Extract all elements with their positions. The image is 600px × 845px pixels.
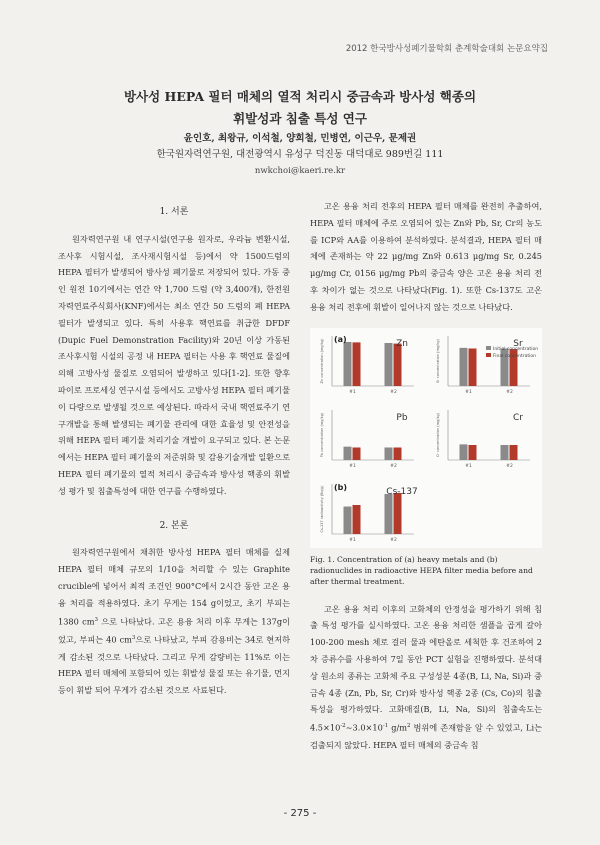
section-2-heading: 2. 본론 [159, 520, 189, 531]
tick-label-0-0: #1 [349, 389, 356, 395]
panel-tag-0: (a) [334, 334, 347, 344]
tick-label-4-1: #2 [390, 537, 397, 543]
superscript-3b: 3 [131, 635, 136, 642]
bar-cr-1-1 [510, 445, 518, 460]
bar-zn-0-1 [353, 342, 361, 386]
bar-pb-0-0 [344, 446, 352, 459]
title-line-1: 방사성 HEPA 필터 매체의 열적 처리시 중금속과 방사성 핵종의 [123, 89, 477, 104]
left-column [58, 198, 290, 699]
tick-label-2-1: #2 [390, 463, 397, 469]
panel-label-zn: Zn [396, 338, 408, 349]
right-paragraph-2 [310, 601, 542, 754]
bar-pb-1-1 [394, 447, 402, 460]
figure-1-caption: Fig. 1. Concentration of (a) heavy metals and (b) radionuclides in radioactive HEPA filter media before and after thermal treatment. [310, 554, 533, 586]
y-label-0: Zn concentration (mg/kg) [320, 338, 324, 384]
tick-label-1-0: #1 [465, 389, 472, 395]
author-block [0, 131, 600, 179]
author-list: 윤인호, 최왕규, 이석철, 양희철, 민병연, 이근우, 문제권 [183, 133, 417, 144]
right-paragraph-2-a: 고온 용융 처리 이후의 고화체의 안정성을 평가하기 위해 침출 특성 평가를 실시하였다. 고온 용융 처리한 샘플을 곱게 갈아 100-200 mesh 체로 걸러 물과 에탄올로 세척한 후 건조하여 2차 증류수를 사용하여 7일 동안 PCT 실험을 진행하였다. 분석대상 원소의 종류는 고화체 주요 구성성분 4종(B, Li, Na, Si)과 중금속 4종 (Zn, Pb, Sr, Cr)와 방사성 핵종 2종 (Cs, Co)의 침출특성을 평가하였다. 고화매질(B, Li, Na, Si)의 침출속도는 4.5×10 [310, 603, 542, 733]
panel-label-cr: Cr [513, 412, 523, 423]
bar-cr-0-0 [460, 444, 468, 460]
superscript-3: 3 [94, 616, 98, 623]
section-1-text: 원자력연구원 내 연구시설(연구용 원자로, 우라늄 변환시설, 조사후 시험시설, 조사재시험시설 등)에서 약 1500드럼의 HEPA 필터가 발생되어 방사성 폐기물로 저장되어 있다. 가동 중인 원전 10기에서는 연간 약 1,700 드럼 (약 3,400개), 한전원자력연료주식회사(KNF)에서는 최소 연간 50 드럼의 폐 HEPA 필터가 발생되고 있다. 특히 사용후 핵연료를 취급한 DFDF (Dupic Fuel Demonstration Facility)와 20년 이상 가동된 조사후시험 시설의 공정 내 HEPA 필터는 사용 후 핵연료 물질에 의해 고방사성 물질로 오염되어 발생하고 있다[1-2]. 또한 향후 파이로 프로세싱 연구시설 등에서도 고방사성 HEPA 필터 폐기물이 다량으로 발생될 것으로 예상된다. 따라서 국내 핵연료주기 연구개발을 통해 발생되는 폐기물 관리에 대한 효율성 및 안전성을 위해 HEPA 필터 폐기물 처리기술 개발이 요구되고 있다. 본 논문에서는 HEPA 필터 폐기물의 저준위화 및 감용기술개발 일환으로 HEPA 필터 폐기물의 열적 처리시 중금속과 방사성 핵종의 휘발성 평가 및 침출특성에 대한 연구를 수행하였다. [58, 233, 290, 496]
bar-cs-137-1-0 [385, 494, 393, 534]
tick-label-0-1: #2 [390, 389, 397, 395]
title-line-2: 휘발성과 침출 특성 연구 [233, 111, 367, 126]
bar-sr-0-1 [469, 348, 477, 386]
bar-pb-0-1 [353, 447, 361, 460]
journal-header: 2012 한국방사성폐기물학회 춘계학술대회 논문요약집 [345, 44, 548, 54]
legend-label-0: Initial concentration [493, 346, 539, 352]
panel-label-sr: Sr [513, 338, 523, 349]
panel-label-cs-137: Cs-137 [386, 486, 418, 497]
section-2-text-b: 으로 나타났다. 고온 용융 처리 이후 무게는 137g이었고, 부피는 40 cm [58, 616, 290, 645]
email-link[interactable]: nwkchoi@kaeri.re.kr [254, 166, 346, 176]
legend-swatch-0 [486, 346, 491, 350]
superscript-2: 2 [406, 723, 411, 730]
right-column [310, 198, 542, 753]
bar-pb-1-0 [385, 447, 393, 460]
bar-zn-1-1 [394, 343, 402, 385]
tick-label-1-1: #2 [506, 389, 513, 395]
section-2-text-c: 으로 나타났고, 부피 감용비는 34로 현저하게 감소된 것으로 나타났다. 그리고 무게 감량비는 11%로 이는 HEPA 필터 매체에 포함되어 있는 휘발성 물질 또는 유기물, 먼지 등이 휘발 되어 무게가 감소된 것으로 사료된다. [58, 634, 290, 696]
y-label-2: Pb concentration (mg/kg) [320, 412, 324, 457]
tick-label-3-0: #1 [465, 463, 472, 469]
figure-1 [310, 328, 542, 548]
bar-zn-0-0 [344, 342, 352, 386]
bar-cr-1-0 [501, 445, 509, 460]
bar-cs-137-0-0 [344, 506, 352, 534]
tick-label-3-1: #2 [506, 463, 513, 469]
bar-sr-0-0 [460, 347, 468, 385]
figure-1-chart [310, 328, 542, 548]
section-2-text-a: 원자력연구원에서 채취한 방사성 HEPA 필터 매체를 실제 HEPA 필터 매체 규모의 1/10을 처리할 수 있는 Graphite crucible에 넣어서 최적 조건인 900°C에서 2시간 동안 고온 용융 처리를 적용하였다. 초기 무게는 154 g이었고, 초기 부피는 1380 cm [58, 547, 290, 627]
section-2-text [58, 544, 290, 699]
y-label-3: Cr concentration (mg/kg) [436, 412, 440, 457]
y-label-1: Sr concentration (mg/kg) [436, 338, 440, 383]
section-1-heading: 1. 서론 [159, 207, 189, 217]
affiliation: 한국원자력연구원, 대전광역시 유성구 덕진동 대덕대로 989번길 111 [156, 149, 444, 160]
tick-label-2-0: #1 [349, 463, 356, 469]
paper-title [0, 86, 600, 130]
right-paragraph-2-b: ~3.0×10 [345, 722, 383, 733]
bar-cr-0-1 [469, 445, 477, 460]
page-number: - 275 - [283, 808, 317, 819]
legend-swatch-1 [486, 353, 491, 357]
right-paragraph-2-c: g/m [388, 722, 407, 733]
bar-cs-137-1-1 [394, 493, 402, 534]
superscript-neg1: -1 [382, 723, 389, 730]
bar-cs-137-0-1 [353, 505, 361, 534]
right-paragraph-1: 고온 용융 처리 전후의 HEPA 필터 매체를 완전히 추출하여, HEPA 필터 매체에 주로 오염되어 있는 Zn와 Pb, Sr, Cr의 농도를 ICP와 AA를 이용하여 분석하였다. 분석결과, HEPA 필터 매체에 존재하는 약 22 μg/mg Zn와 0.613 μg/mg Sr, 0.245 μg/mg Cr, 0156 μg/mg Pb의 중금속 양은 고온 용융 처리 전후 차이가 없는 것으로 나타났다(Fig. 1). 또한 Cs-137도 고온 용융 처리 전후에 휘발이 일어나지 않는 것으로 나타났다. [310, 201, 542, 312]
tick-label-4-0: #1 [349, 537, 356, 543]
superscript-neg2: -2 [340, 723, 346, 730]
legend-label-1: Final concentration [493, 353, 536, 359]
right-paragraph-2-d: 범위에 존재함을 알 수 있었고, Li는 검출되지 않았다. HEPA 필터 매체의 중금속 침 [310, 722, 543, 750]
bar-zn-1-0 [385, 343, 393, 386]
y-label-4: Cs-137 radioactivity (Bq/g) [320, 485, 324, 533]
panel-label-pb: Pb [396, 412, 408, 423]
panel-tag-4: (b) [334, 482, 348, 492]
